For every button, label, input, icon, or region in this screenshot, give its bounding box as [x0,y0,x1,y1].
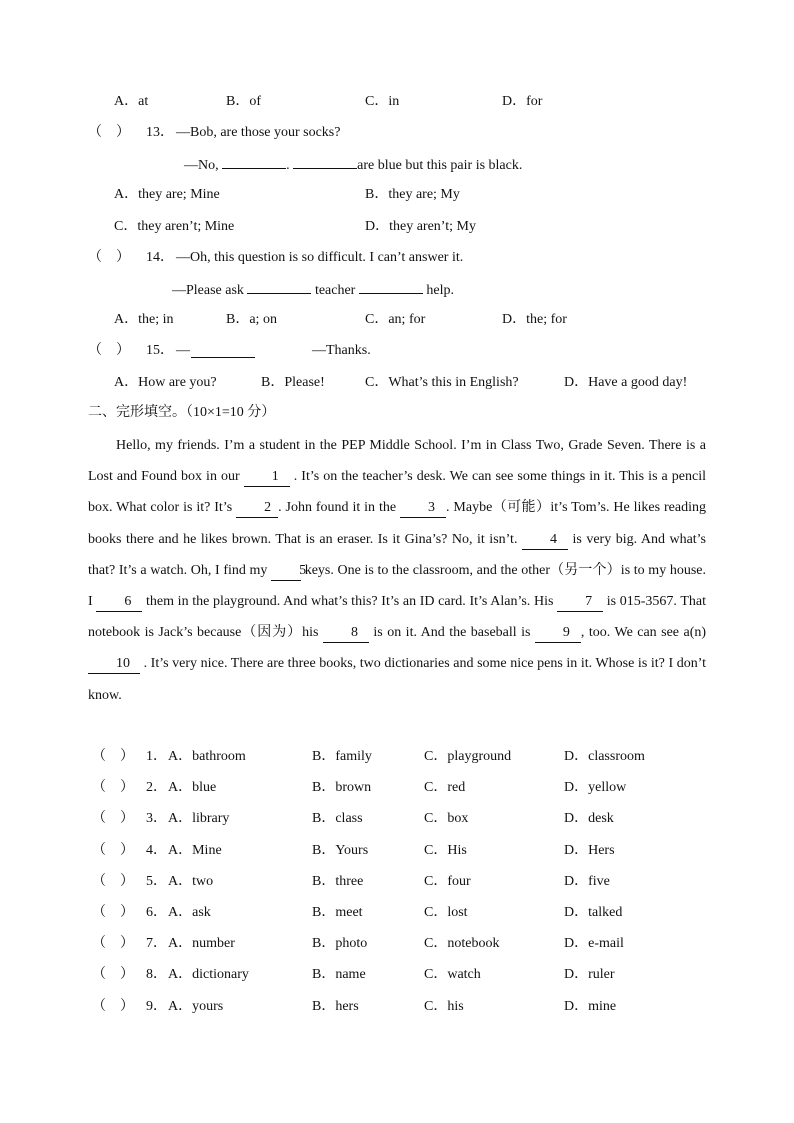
passage-text: keys. One is to the classroom, and the other（另一个）is to my house. I [88,562,706,610]
answer-paren[interactable]: （ ） [88,125,130,140]
option-d: D．e-mail [564,936,624,951]
question-number: 14． [146,250,174,265]
question-number: 1． [146,749,167,764]
q12-option-c: C．in [365,94,400,109]
answer-paren[interactable]: （ ） [92,905,134,920]
question-number: 7． [146,936,167,951]
cloze-blank-5[interactable]: 5 [271,562,301,581]
section-heading: 二、完形填空。（10×1=10 分） [88,405,276,420]
option-a: A．blue [168,780,217,795]
option-c: C．four [424,874,471,889]
option-d: D．yellow [564,780,627,795]
q14-option-d: D．the; for [502,312,567,327]
passage-text: is very big. And what’s that? It’s a watch. Oh, I find my [88,531,707,578]
question-number: 3． [146,811,167,826]
passage-text: . It’s on the teacher’s desk. We can see some things in it. This is a pencil box. What color is it? It’s [88,469,707,516]
passage-text: is 015-3567. That notebook is Jack’s because（因为）his [88,594,706,641]
q14-option-c: C．an; for [365,312,426,327]
option-b: B．family [312,749,372,764]
option-a: A．ask [168,905,211,920]
cloze-passage [88,430,706,711]
option-a: A．two [168,874,214,889]
option-a: A．number [168,936,235,951]
passage-text: . John found it in the [278,500,397,516]
question-number: 5． [146,874,167,889]
passage-text: , too. We can see a(n) [580,625,707,641]
answer-blank[interactable] [191,342,255,358]
question-number: 15． [146,343,174,358]
q15-option-a: A．How are you? [114,375,217,390]
answer-paren[interactable]: （ ） [92,749,134,764]
reply-text: —Thanks. [312,343,371,358]
option-a: A．yours [168,999,224,1014]
answer-paren[interactable]: （ ） [92,843,134,858]
answer-paren[interactable]: （ ） [88,250,130,265]
option-a: A．bathroom [168,749,246,764]
cloze-blank-2[interactable]: 2 [236,499,278,518]
option-c: C．notebook [424,936,500,951]
option-b: B．Yours [312,843,369,858]
cloze-blank-8[interactable]: 8 [323,624,369,643]
cloze-blank-7[interactable]: 7 [557,593,603,612]
reply-text: —Please ask teacher help. [172,278,454,302]
answer-paren[interactable]: （ ） [92,811,134,826]
option-b: B．photo [312,936,368,951]
option-a: A．dictionary [168,967,249,982]
q14-option-a: A．the; in [114,312,174,327]
option-d: D．desk [564,811,614,826]
option-d: D．ruler [564,967,615,982]
option-c: C．his [424,999,464,1014]
option-d: D．Hers [564,843,615,858]
passage-text: . Maybe（可能）it’s Tom’s. He likes reading books there and he likes brown. That is an eraser. Is it Gina’s? No, it isn’t. [88,500,706,547]
answer-blank[interactable] [247,278,311,294]
answer-paren[interactable]: （ ） [92,780,134,795]
option-b: B．class [312,811,363,826]
cloze-blank-9[interactable]: 9 [535,624,581,643]
passage-text: them in the playground. And what’s this? It’s an ID card. It’s Alan’s. His [146,594,554,610]
option-d: D．five [564,874,610,889]
option-b: B．meet [312,905,363,920]
q13-option-d: D．they aren’t; My [365,219,476,234]
option-c: C．watch [424,967,481,982]
answer-blank[interactable] [293,153,357,169]
question-text: —Oh, this question is so difficult. I can’t answer it. [176,250,464,265]
answer-paren[interactable]: （ ） [92,967,134,982]
q15-option-d: D．Have a good day! [564,375,688,390]
answer-paren[interactable]: （ ） [92,999,134,1014]
cloze-blank-1[interactable]: 1 [244,468,290,487]
dash: — [176,343,190,358]
option-c: C．playground [424,749,512,764]
answer-paren[interactable]: （ ） [92,936,134,951]
option-b: B．three [312,874,364,889]
answer-blank[interactable] [222,153,286,169]
question-number: 2． [146,780,167,795]
cloze-blank-3[interactable]: 3 [400,499,446,518]
reply-text: —No, . are blue but this pair is black. [184,153,522,177]
q12-option-d: D．for [502,94,543,109]
question-number: 6． [146,905,167,920]
q14-option-b: B．a; on [226,312,277,327]
passage-text: Hello, my friends. I’m a student in the PEP Middle School. I’m in Class Two, Grade Seven. There is a Lost and Found box in our [88,438,706,485]
q12-option-a: A．at [114,94,149,109]
cloze-blank-6[interactable]: 6 [96,593,142,612]
q13-option-a: A．they are; Mine [114,187,220,202]
option-a: A．Mine [168,843,222,858]
option-c: C．box [424,811,469,826]
question-number: 8． [146,967,167,982]
option-c: C．His [424,843,467,858]
cloze-blank-10[interactable]: 10 [88,655,140,674]
q15-option-b: B．Please! [261,375,325,390]
option-c: C．lost [424,905,468,920]
question-number: 13． [146,125,174,140]
cloze-blank-4[interactable]: 4 [522,531,568,550]
passage-text: . It’s very nice. There are three books, two dictionaries and some nice pens in it. Whose is it? I don’t know. [88,656,706,703]
option-b: B．name [312,967,366,982]
option-b: B．brown [312,780,372,795]
q13-option-b: B．they are; My [365,187,460,202]
answer-blank[interactable] [359,278,423,294]
answer-paren[interactable]: （ ） [88,343,130,358]
option-a: A．library [168,811,230,826]
option-d: D．mine [564,999,617,1014]
answer-paren[interactable]: （ ） [92,874,134,889]
option-d: D．classroom [564,749,645,764]
passage-text: is on it. And the baseball is [373,625,531,641]
question-number: 9． [146,999,167,1014]
option-b: B．hers [312,999,359,1014]
q12-option-b: B．of [226,94,261,109]
question-number: 4． [146,843,167,858]
q13-option-c: C．they aren’t; Mine [114,219,235,234]
q15-option-c: C．What’s this in English? [365,375,519,390]
option-c: C．red [424,780,466,795]
question-text: —Bob, are those your socks? [176,125,341,140]
option-d: D．talked [564,905,623,920]
